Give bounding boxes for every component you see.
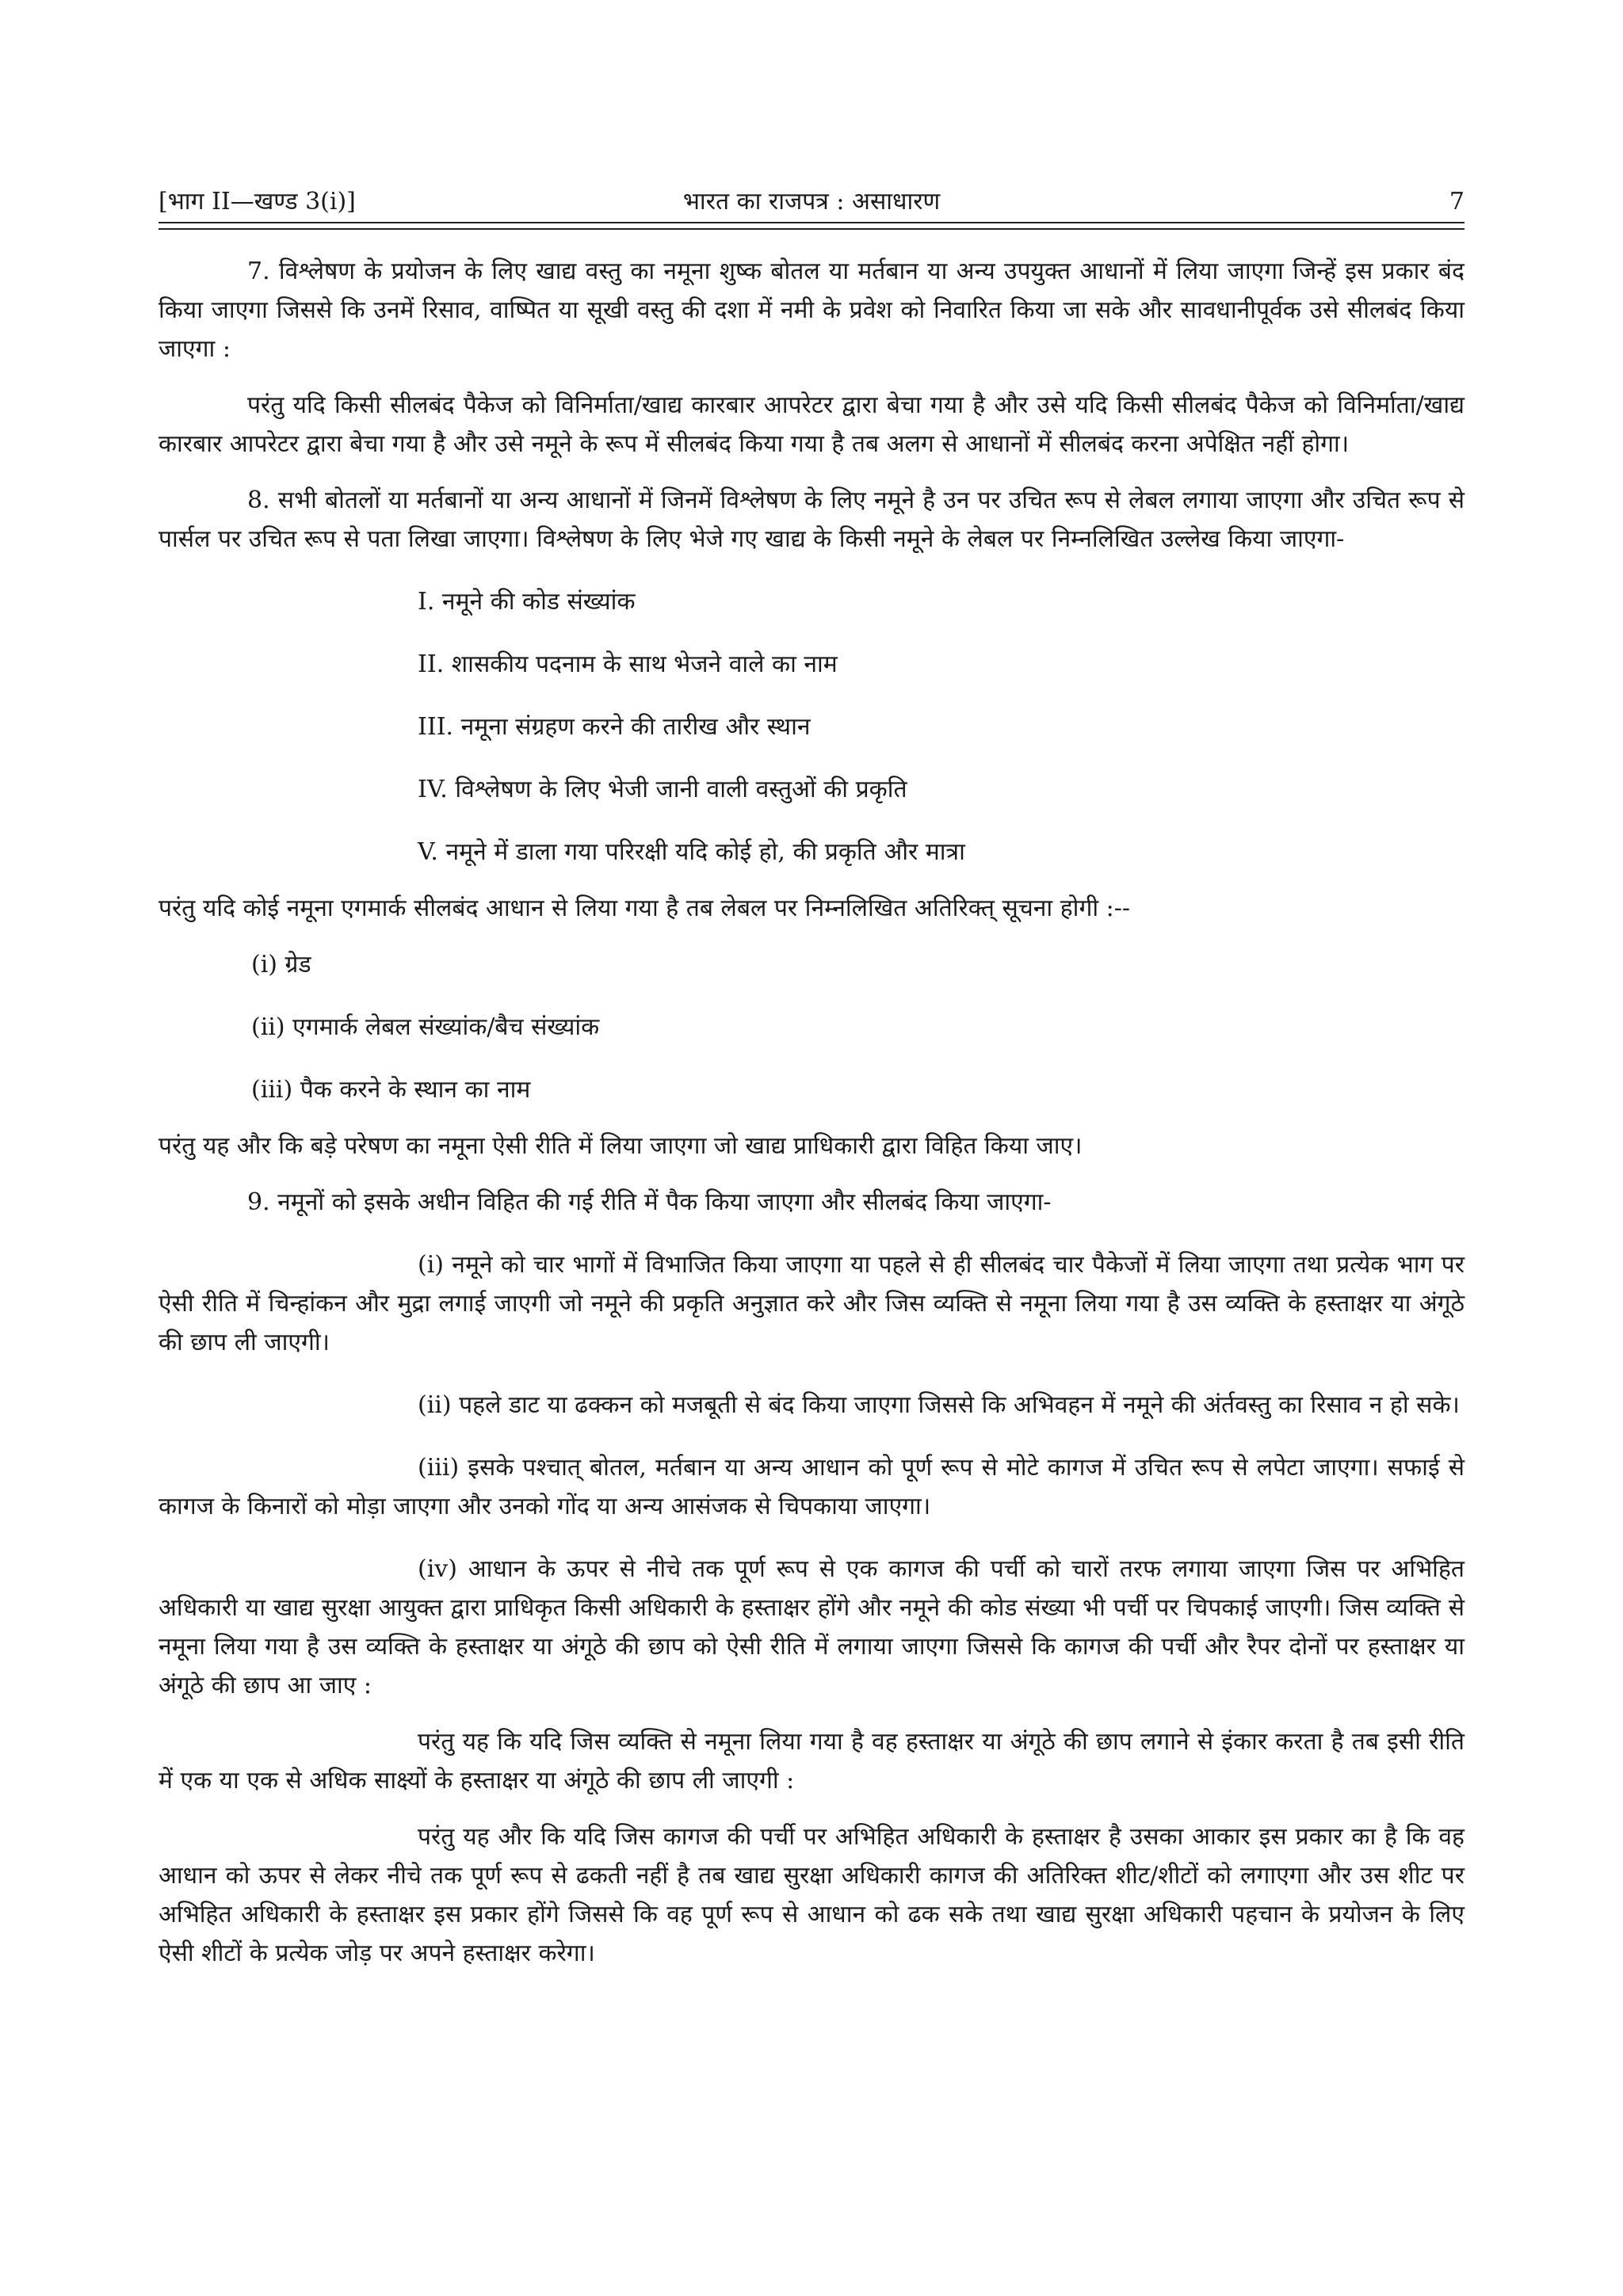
list-item: III. नमूना संग्रहण करने की तारीख और स्थान	[418, 713, 811, 741]
paragraph-7: 7. विश्लेषण के प्रयोजन के लिए खाद्य वस्तु का नमूना शुष्क बोतल या मर्तबान या अन्य उपयुक्त आधानों में लिया जाएगा जिन्हें इस प्रकार बंद किया जाएगा जिससे कि उनमें रिसाव, वाष्पित या सूखी वस्तु की दशा में नमी के प्रवेश को निवारित किया जा सके और सावधानीपूर्वक उसे सीलबंद किया जाएगा :	[158, 257, 1465, 363]
clause-ii: (ii) पहले डाट या ढक्कन को मजबूती से बंद किया जाएगा जिससे कि अभिवहन में नमूने की अंर्तवस्तु का रिसाव न हो सके।	[418, 1391, 1460, 1419]
agmark-items-list	[158, 945, 1465, 1109]
agmark-proviso: परंतु यदि कोई नमूना एगमार्क सीलबंद आधान से लिया गया है तब लेबल पर निम्नलिखित अतिरिक्त् सूचना होगी :--	[158, 894, 1131, 922]
list-item: IV. विश्लेषण के लिए भेजी जानी वाली वस्तुओं की प्रकृति	[418, 776, 907, 803]
label-requirements-list	[158, 582, 1465, 871]
page-header	[158, 184, 1465, 220]
gazette-title: भारत का राजपत्र : असाधारण	[682, 188, 941, 215]
paragraph-7-proviso: परंतु यदि किसी सीलबंद पैकेज को विनिर्माता/खाद्य कारबार आपरेटर द्वारा बेचा गया है और उसे यदि किसी सीलबंद पैकेज को विनिर्माता/खाद्य कारबार आपरेटर द्वारा बेचा गया है और उसे नमूने के रूप में सीलबंद किया गया है तब अलग से आधानों में सीलबंद करना अपेक्षित नहीं होगा।	[158, 391, 1465, 458]
refusal-proviso: परंतु यह कि यदि जिस व्यक्ति से नमूना लिया गया है वह हस्ताक्षर या अंगूठे की छाप लगाने से इंकार करता है तब इसी रीति में एक या एक से अधिक साक्ष्यों के हस्ताक्षर या अंगूठे की छाप ली जाएगी :	[158, 1728, 1465, 1794]
section-reference: [भाग II—खण्ड 3(i)]	[158, 188, 356, 215]
header-rule-bottom	[158, 228, 1465, 230]
list-item: (ii) एगमार्क लेबल संख्यांक/बैच संख्यांक	[251, 1013, 600, 1041]
bulk-consignment-proviso: परंतु यह और कि बड़े परेषण का नमूना ऐसी रीति में लिया जाएगा जो खाद्य प्राधिकारी द्वारा विहित किया जाए।	[158, 1132, 1083, 1160]
clause-i: (i) नमूने को चार भागों में विभाजित किया जाएगा या पहले से ही सीलबंद चार पैकेजों में लिया जाएगा तथा प्रत्येक भाग पर ऐसी रीति में चिन्हांकन और मुद्रा लगाई जाएगी जो नमूने की प्रकृति अनुज्ञात करे और जिस व्यक्ति से नमूना लिया गया है उस व्यक्ति के हस्ताक्षर या अंगूठे की छाप ली जाएगी।	[158, 1251, 1465, 1356]
clause-iv: (iv) आधान के ऊपर से नीचे तक पूर्ण रूप से एक कागज की पर्ची को चारों तरफ लगाया जाएगा जिस पर अभिहित अधिकारी या खाद्य सुरक्षा आयुक्त द्वारा प्राधिकृत किसी अधिकारी के हस्ताक्षर होंगे और नमूने की कोड संख्या भी पर्ची पर चिपकाई जाएगी। जिस व्यक्ति से नमूना लिया गया है उस व्यक्ति के हस्ताक्षर या अंगूठे की छाप को ऐसी रीति में लगाया जाएगा जिससे कि कागज की पर्ची और रैपर दोनों पर हस्ताक्षर या अंगूठे की छाप आ जाए :	[158, 1555, 1465, 1699]
clause-iii: (iii) इसके पश्चात् बोतल, मर्तबान या अन्य आधान को पूर्ण रूप से मोटे कागज में उचित रूप से लपेटा जाएगा। सफाई से कागज के किनारों को मोड़ा जाएगा और उनको गोंद या अन्य आसंजक से चिपकाया जाएगा।	[158, 1454, 1465, 1520]
list-item: I. नमूने की कोड संख्यांक	[418, 588, 636, 616]
list-item: (iii) पैक करने के स्थान का नाम	[251, 1076, 531, 1104]
slip-size-proviso: परंतु यह और कि यदि जिस कागज की पर्ची पर अभिहित अधिकारी के हस्ताक्षर है उसका आकार इस प्रकार का है कि वह आधान को ऊपर से लेकर नीचे तक पूर्ण रूप से ढकती नहीं है तब खाद्य सुरक्षा अधिकारी कागज की अतिरिक्त शीट/शीटों को लगाएगा और उस शीट पर अभिहित अधिकारी के हस्ताक्षर इस प्रकार होंगे जिससे कि वह पूर्ण रूप से आधान को ढक सके तथा खाद्य सुरक्षा अधिकारी पहचान के प्रयोजन के लिए ऐसी शीटों के प्रत्येक जोड़ पर अपने हस्ताक्षर करेगा।	[158, 1823, 1465, 1967]
paragraph-9: 9. नमूनों को इसके अधीन विहित की गई रीति में पैक किया जाएगा और सीलबंद किया जाएगा-	[247, 1188, 1052, 1216]
list-item: V. नमूने में डाला गया परिरक्षी यदि कोई हो, की प्रकृति और मात्रा	[418, 838, 965, 866]
document-body	[158, 252, 1465, 1973]
page-number: 7	[1449, 188, 1465, 215]
paragraph-8: 8. सभी बोतलों या मर्तबानों या अन्य आधानों में जिनमें विश्लेषण के लिए नमूने है उन पर उचित रूप से लेबल लगाया जाएगा और उचित रूप से पार्सल पर उचित रूप से पता लिखा जाएगा। विश्लेषण के लिए भेजे गए खाद्य के किसी नमूने के लेबल पर निम्नलिखित उल्लेख किया जाएगा-	[158, 486, 1465, 553]
list-item: II. शासकीय पदनाम के साथ भेजने वाले का नाम	[418, 650, 838, 678]
list-item: (i) ग्रेड	[251, 951, 311, 978]
header-rule-top	[158, 222, 1465, 223]
